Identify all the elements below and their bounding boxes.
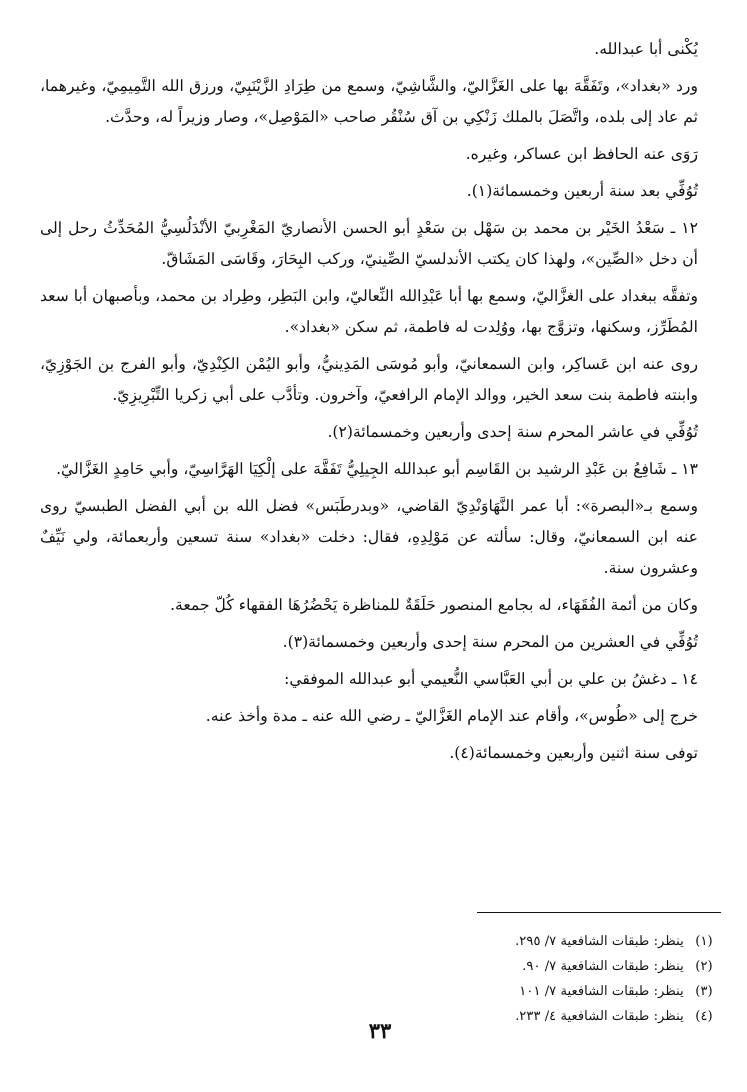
page: [40, 34, 720, 1064]
footnote-text: ينظر: طبقات الشافعية ٧/ ١٠١: [519, 984, 684, 999]
footnote-separator: [477, 912, 721, 913]
paragraph: وسمع بـ«البصرة»: أبا عمر النَّهَاوَنْدِيّ القاضي، «وبدرطَبَس» فضل الله بن أبي الفضل الطبسيّ روى عنه ابن السمعانيّ، وقال: سألته عن مَوْلِدِهِ، فقال: دخلت «بغداد» سنة تسعين وأربعمائة، ولي نَيِّفٌ وعشرون سنة.: [40, 497, 698, 577]
page-number: ٣٣: [368, 1018, 392, 1043]
footnote: [40, 954, 720, 979]
paragraph: ورد «بغداد»، وتَفَقَّهَ بها على الغَزَّاليّ، والشَّاشِيّ، وسمع من طِرَادِ الزَّيْنَبِيّ، ورزق الله التَّمِيمِيّ، وغيرهما، ثم عاد إلى بلده، واتَّصَلَ بالملك زَنْكِي بن آق سُنْقُر صاحب «المَوْصِل»، وصار وزيراً له، وحدَّث.: [40, 77, 698, 126]
footnote-text: ينظر: طبقات الشافعية ٧/ ٩٠.: [522, 959, 684, 974]
footnote: [40, 979, 720, 1004]
footnote-number: (٢): [695, 959, 713, 974]
paragraph: ١٤ ـ دغشُ بن علي بن أبي العَبَّاسي النُّعيمي أبو عبدالله الموفقي:: [284, 670, 698, 688]
footnote-text: ينظر: طبقات الشافعية ٤/ ٢٣٣.: [515, 1009, 684, 1024]
paragraph: يُكْنى أبا عبدالله.: [594, 40, 698, 58]
paragraph: ١٣ ـ شَافِعُ بن عَبْدِ الرشيد بن القَاسِم أبو عبدالله الجِيلِيُّ تَفَقَّهَ على إلْكِيَا الهَرَّاسِيّ، وأبي حَامِدٍ الغَزَّاليّ.: [56, 460, 698, 478]
footnote-number: (٤): [695, 1009, 713, 1024]
paragraph: وتفقَّه ببغداد على الغزَّاليّ، وسمع بها أبا عَبْدِالله النِّعاليّ، وابن البَطِر، وطِراد بن محمد، وبأصبهان أبا سعد المُطَرِّز، وسكنها، وتزوَّج بها، ووُلِدت له فاطمة، ثم سكن «بغداد».: [40, 287, 698, 336]
footnote-number: (٣): [695, 984, 713, 999]
paragraph: تُوُفِّي في العشرين من المحرم سنة إحدى وأربعين وخمسمائة(٣).: [282, 633, 698, 651]
paragraph: رَوَى عنه الحافظ ابن عساكر، وغيره.: [465, 145, 698, 163]
footnote-number: (١): [695, 934, 713, 949]
footnote-text: ينظر: طبقات الشافعية ٧/ ٢٩٥.: [515, 934, 684, 949]
main-text: [40, 34, 720, 769]
paragraph: روى عنه ابن عَساكِر، وابن السمعانيّ، وأبو مُوسَى المَدِينيُّ، وأبو اليُمْن الكِنْدِيّ، وأبو الفرج بن الجَوْزِيّ، وابنته فاطمة بنت سعد الخير، ووالد الإمام الرافعيّ، وآخرون. وتأدَّب على أبي زكريا التِّبْرِيزِيّ.: [40, 355, 698, 404]
paragraph: تُوُفِّي بعد سنة أربعين وخمسمائة(١).: [466, 182, 698, 200]
footnotes: [40, 929, 720, 1029]
paragraph: توفى سنة اثنين وأربعين وخمسمائة(٤).: [449, 744, 698, 762]
paragraph: وكان من أئمة الفُقَهَاء، له بجامع المنصور حَلَقَةٌ للمناظرة يَحْضُرُهَا الفقهاء كُلّ جمعة.: [170, 596, 698, 614]
paragraph: خرج إلى «طُوس»، وأقام عند الإمام الغَزَّاليّ ـ رضي الله عنه ـ مدة وأخذ عنه.: [205, 707, 698, 725]
footnote: [40, 929, 720, 954]
paragraph: ١٢ ـ سَعْدُ الخَيْر بن محمد بن سَهْل بن سَعْدٍ أبو الحسن الأنصاريّ المَغْرِبيّ الأنْدَلُسِيُّ المُحَدِّثُ رحل إلى أن دخل «الصِّين»، ولهذا كان يكتب الأندلسيّ الصِّينيّ، وركب البِحَارَ، وقَاسَى المَشَاقّ.: [40, 219, 698, 268]
paragraph: تُوُفِّي في عاشر المحرم سنة إحدى وأربعين وخمسمائة(٢).: [327, 423, 698, 441]
